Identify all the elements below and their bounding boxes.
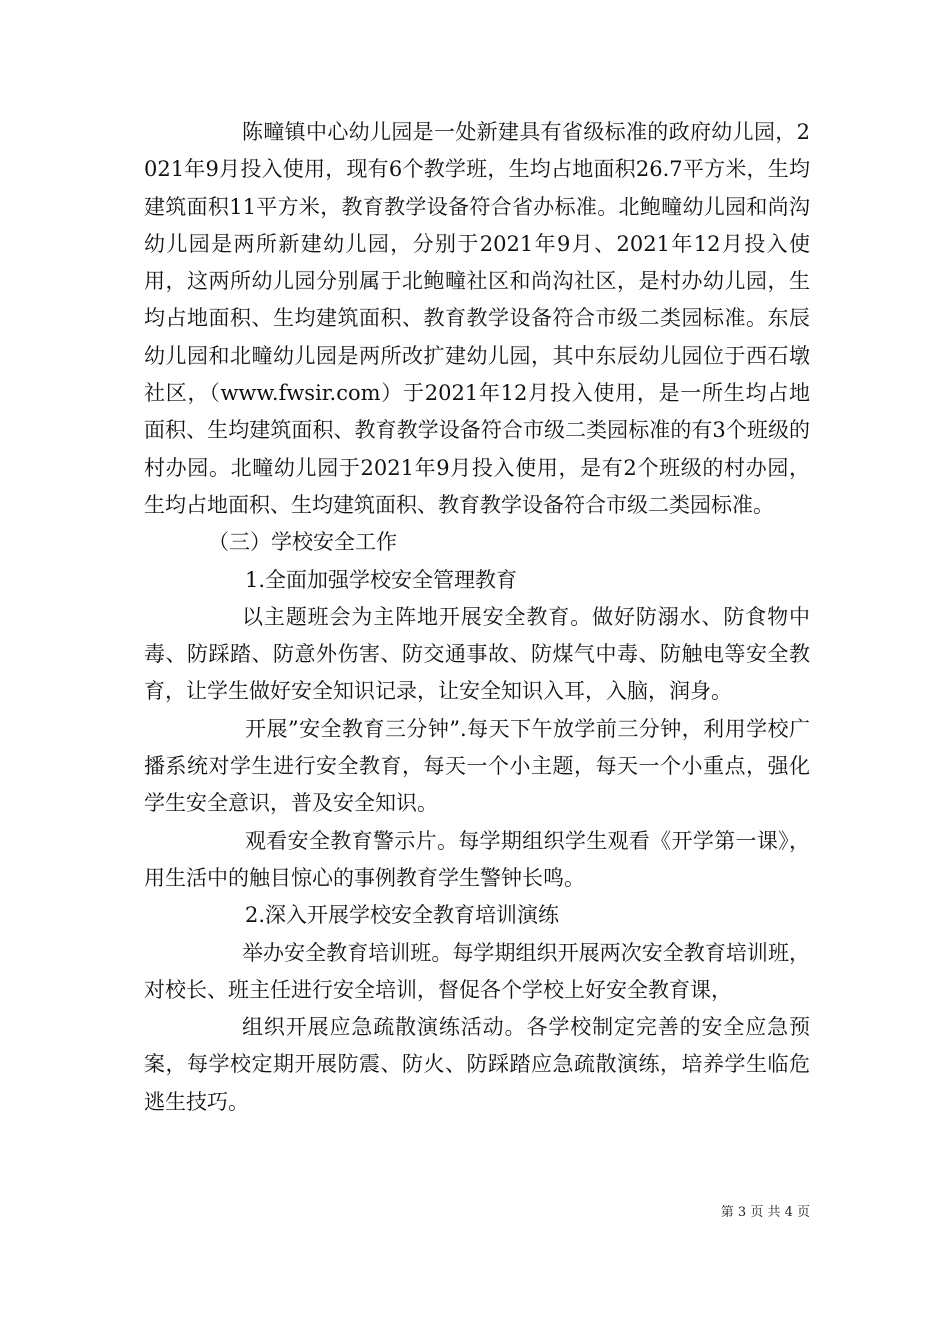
page-number: 第 3 页 共 4 页: [720, 1205, 810, 1220]
document-body: [144, 114, 810, 1121]
subheading-safety-management: 1.全面加强学校安全管理教育: [245, 567, 518, 592]
paragraph-three-minutes: 开展”安全教育三分钟”.每天下午放学前三分钟，利用学校广播系统对学生进行安全教育，每天一个小主题，每天一个小重点，强化学生安全意识，普及安全知识。: [144, 716, 810, 816]
paragraph-warning-film: 观看安全教育警示片。每学期组织学生观看《开学第一课》，用生活中的触目惊心的事例教育学生警钟长鸣。: [144, 828, 810, 890]
paragraph-training-class: 举办安全教育培训班。每学期组织开展两次安全教育培训班，对校长、班主任进行安全培训，督促各个学校上好安全教育课，: [144, 940, 810, 1002]
paragraph-kindergartens: 陈疃镇中心幼儿园是一处新建具有省级标准的政府幼儿园，2021年9月投入使用，现有6个教学班，生均占地面积26.7平方米，生均建筑面积11平方米，教育教学设备符合省办标准。北鲍疃幼儿园和尚沟幼儿园是两所新建幼儿园，分别于2021年9月、2021年12月投入使用，这两所幼儿园分别属于北鲍疃社区和尚沟社区，是村办幼儿园，生均占地面积、生均建筑面积、教育教学设备符合市级二类园标准。东辰幼儿园和北疃幼儿园是两所改扩建幼儿园，其中东辰幼儿园位于西石墩社区，（www.fwsir.com）于2021年12月投入使用，是一所生均占地面积、生均建筑面积、教育教学设备符合市级二类园标准的有3个班级的村办园。北疃幼儿园于2021年9月投入使用，是有2个班级的村办园，生均占地面积、生均建筑面积、教育教学设备符合市级二类园标准。: [144, 120, 810, 517]
subheading-training-drills: 2.深入开展学校安全教育培训演练: [245, 903, 560, 928]
paragraph-class-meeting: 以主题班会为主阵地开展安全教育。做好防溺水、防食物中毒、防踩踏、防意外伤害、防交通事故、防煤气中毒、防触电等安全教育，让学生做好安全知识记录，让安全知识入耳，入脑，润身。: [144, 604, 810, 704]
paragraph-evacuation-drill: 组织开展应急疏散演练活动。各学校制定完善的安全应急预案，每学校定期开展防震、防火、防踩踏应急疏散演练，培养学生临危逃生技巧。: [144, 1015, 810, 1114]
section-heading-school-safety: （三）学校安全工作: [208, 530, 397, 555]
